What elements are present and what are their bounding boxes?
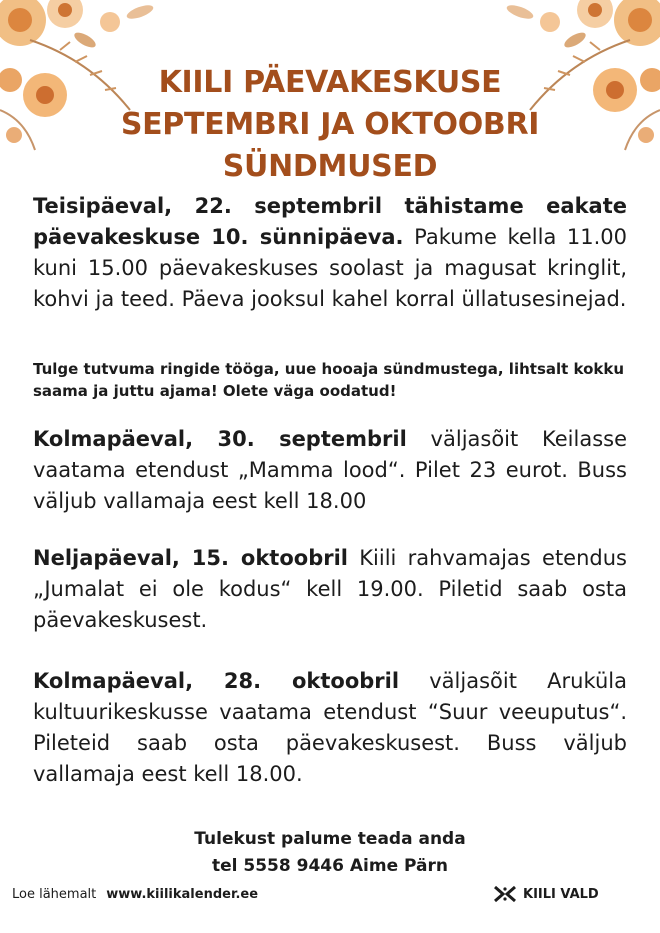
event-4-text [33,666,627,790]
read-more-label: Loe lähemalt [12,887,97,902]
event-2-body: väljasõit Keilasse vaatama etendust „Mamma lood“. Pilet 23 eurot. Buss väljub vallamaja eest kell 18.00 [33,427,628,513]
event-3-text [33,543,627,636]
kiili-vald-logo-icon [493,885,517,903]
contact-line-2: tel 5558 9446 Aime Pärn [212,856,448,876]
title-line-2: SEPTEMBRI JA OKTOOBRI [120,107,540,142]
event-3-heading: Neljapäeval, 15. oktoobril [33,546,348,570]
event-4 [33,666,627,790]
event-1-heading: Teisipäeval, 22. septembril tähistame eakate päevakeskuse 10. sünnipäeva. [33,194,627,249]
event-1-body: Pakume kella 11.00 kuni 15.00 päevakeskuses soolast ja magusat kringlit, kohvi ja teed. Päeva jooksul kahel korral üllatusesinejad. [33,225,628,311]
invitation [33,358,627,402]
event-1-text [33,191,627,315]
event-2-heading: Kolmapäeval, 30. septembril [33,427,407,451]
event-4-body: väljasõit Aruküla kultuurikeskusse vaatama etendust “Suur veeuputus“. Pileteid saab osta päevakeskusest. Buss väljub vallamaja eest kell 18.00. [33,669,627,786]
event-4-heading: Kolmapäeval, 28. oktoobril [33,669,400,693]
page-title [0,62,660,188]
invitation-text: Tulge tutvuma ringide tööga, uue hooaja sündmustega, lihtsalt kokku saama ja juttu ajama! Olete väga oodatud! [33,360,625,400]
event-1 [33,191,627,315]
event-3-body: Kiili rahvamajas etendus „Jumalat ei ole kodus“ kell 19.00. Piletid saab osta päevakeskusest. [33,546,627,632]
kiili-vald-logo [493,885,599,903]
event-2-text [33,424,627,517]
website-link[interactable]: www.kiilikalender.ee [106,887,259,902]
read-more [12,887,258,902]
event-2 [33,424,627,517]
title-line-1: KIILI PÄEVAKESKUSE [158,65,502,100]
contact-info [0,826,660,880]
logo-text: KIILI VALD [523,886,599,902]
contact-line-1: Tulekust palume teada anda [194,829,466,849]
title-line-3: SÜNDMUSED [222,149,438,184]
event-3 [33,543,627,636]
